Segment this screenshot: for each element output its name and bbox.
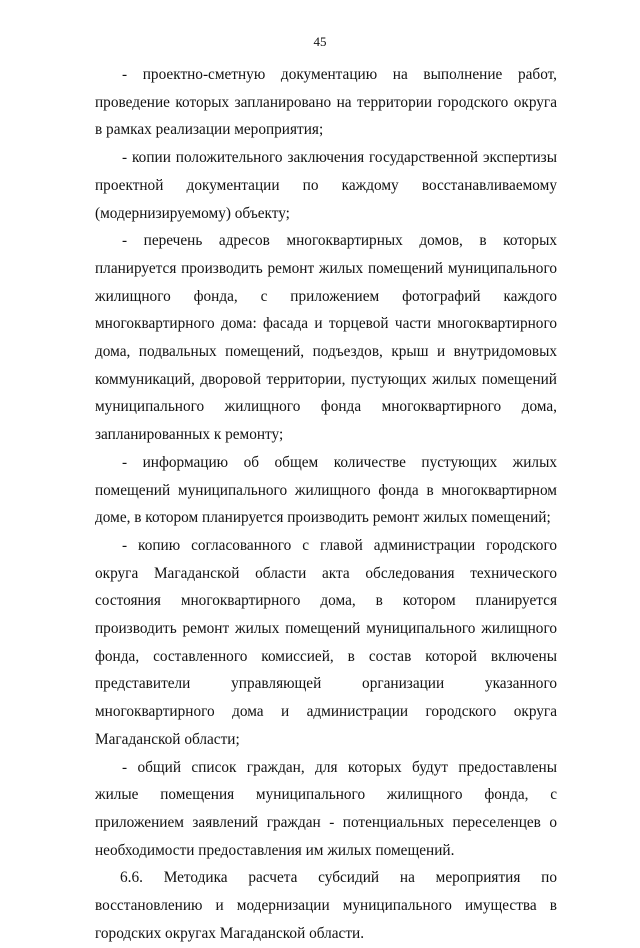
page-number: 45 [313,34,327,49]
paragraph-expertise-conclusion: - копии положительного заключения государственной экспертизы проектной документации по каждому восстанавливаемому (модернизируемому) объекту; [95,149,557,222]
paragraph-project-documentation: - проектно-сметную документацию на выполнение работ, проведение которых запланировано на территории городского округа в рамках реализации мероприятия; [95,66,557,139]
paragraph-address-list: - перечень адресов многоквартирных домов, в которых планируется производить ремонт жилых помещений муниципального жилищного фонда, с приложением фотографий каждого многоквартирного дома: фасада и торцевой части многоквартирного дома, подвальных помещений, подъездов, крыш и внутридомовых коммуникаций, дворовой территории, пустующих жилых помещений муниципального жилищного фонда многоквартирного дома, запланированных к ремонту; [95,232,557,444]
document-body [95,61,557,948]
section-heading-6-6: 6.6. Методика расчета субсидий на мероприятия по восстановлению и модернизации муниципального имущества в городских округах Магаданской области. [95,869,557,942]
paragraph-citizens-list: - общий список граждан, для которых будут предоставлены жилые помещения муниципального жилищного фонда, с приложением заявлений граждан - потенциальных переселенцев о необходимости предоставления им жилых помещений. [95,758,557,859]
paragraph-inspection-act: - копию согласованного с главой администрации городского округа Магаданской области акта обследования технического состояния многоквартирного дома, в котором планируется производить ремонт жилых помещений муниципального жилищного фонда, составленного комиссией, в состав которой включены представители управляющей организации указанного многоквартирного дома и администрации городского округа Магаданской области; [95,536,557,748]
paragraph-vacant-premises-info: - информацию об общем количестве пустующих жилых помещений муниципального жилищного фонда в многоквартирном доме, в котором планируется производить ремонт жилых помещений; [95,453,557,527]
